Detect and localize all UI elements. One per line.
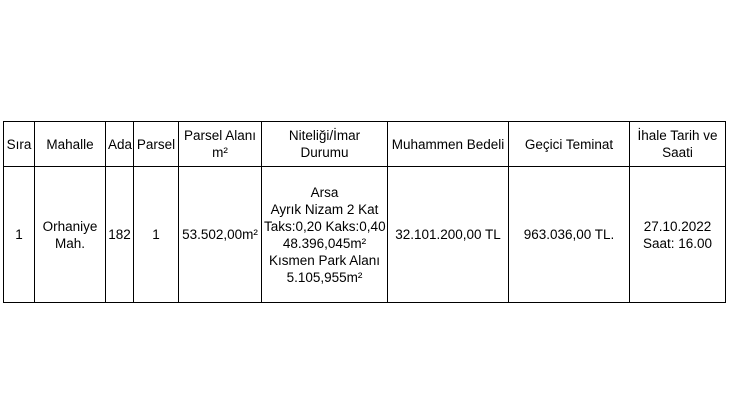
header-row: [4, 122, 726, 167]
cell-sira: 1: [4, 167, 35, 303]
header-sira: Sıra: [4, 122, 35, 167]
header-muhammen: Muhammen Bedeli: [388, 122, 509, 167]
tender-table-container: [3, 121, 725, 303]
nitelik-line: 5.105,955m²: [286, 269, 363, 285]
header-parsel-alani: [179, 122, 262, 167]
cell-ada: 182: [106, 167, 134, 303]
cell-ihale: [630, 167, 726, 303]
nitelik-line: Taks:0,20 Kaks:0,40: [264, 218, 386, 234]
cell-parsel: 1: [134, 167, 179, 303]
header-parsel: Parsel: [134, 122, 179, 167]
tender-table: [3, 121, 726, 303]
cell-mahalle-line1: Orhaniye: [42, 218, 98, 234]
nitelik-line: 48.396,045m²: [282, 235, 367, 251]
cell-ihale-date: 27.10.2022: [643, 218, 712, 234]
header-ihale-line1: İhale Tarih ve: [637, 128, 718, 143]
nitelik-line: Ayrık Nizam 2 Kat: [270, 201, 379, 217]
header-mahalle: Mahalle: [35, 122, 106, 167]
nitelik-line: Kısmen Park Alanı: [268, 252, 381, 268]
table-row: [4, 167, 726, 303]
header-teminat: Geçici Teminat: [509, 122, 630, 167]
header-ada: Ada: [106, 122, 134, 167]
cell-parsel-alani: 53.502,00m²: [179, 167, 262, 303]
header-parsel-alani-label: Parsel Alanı: [183, 128, 257, 143]
cell-ihale-time: Saat: 16.00: [642, 235, 713, 251]
cell-mahalle: [35, 167, 106, 303]
header-ihale-line2: Saati: [662, 145, 693, 160]
nitelik-line: Arsa: [310, 184, 339, 200]
header-parsel-alani-unit: m²: [212, 145, 228, 160]
cell-mahalle-line2: Mah.: [54, 235, 85, 251]
cell-nitelik: [262, 167, 388, 303]
header-ihale: [630, 122, 726, 167]
cell-teminat: 963.036,00 TL.: [509, 167, 630, 303]
cell-muhammen: 32.101.200,00 TL: [388, 167, 509, 303]
header-nitelik: Niteliği/İmar Durumu: [262, 122, 388, 167]
